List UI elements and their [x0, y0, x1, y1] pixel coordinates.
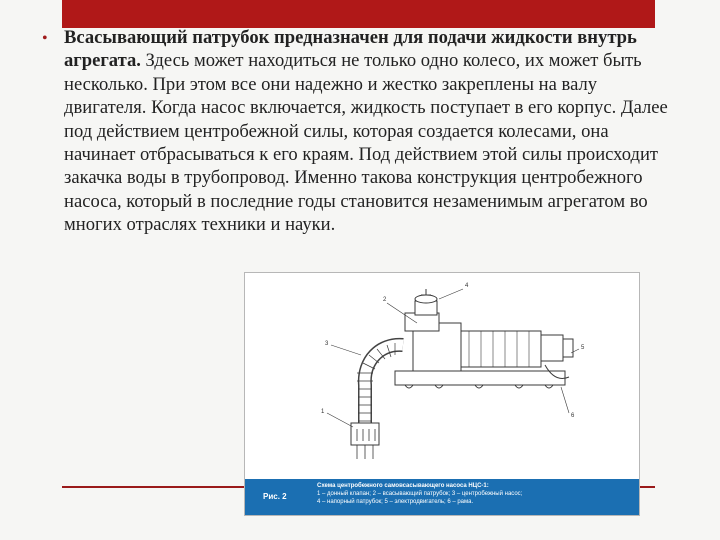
figure-number: Рис. 2	[263, 492, 287, 501]
bullet-marker: •	[42, 30, 48, 47]
callout-2: 2	[383, 297, 387, 303]
body-paragraph	[64, 26, 684, 237]
caption-line-1: 1 – донный клапан; 2 – всасывающий патрубок; 3 – центробежный насос;	[317, 491, 523, 497]
figure-caption	[317, 482, 637, 506]
callout-5: 5	[581, 345, 585, 351]
caption-title: Схема центробежного самовсасывающего насоса НЦС-1:	[317, 483, 489, 489]
divider-right	[640, 486, 655, 488]
pump-diagram-figure	[244, 272, 640, 516]
callout-3: 3	[325, 341, 329, 347]
caption-line-2: 4 – напорный патрубок; 5 – электродвигатель; 6 – рама.	[317, 499, 474, 505]
frame	[395, 371, 565, 385]
callout-1: 1	[321, 409, 325, 415]
figure-caption-bar	[245, 479, 639, 515]
callout-6: 6	[571, 413, 575, 419]
divider-left	[62, 486, 244, 488]
callout-4: 4	[465, 283, 469, 289]
pump-schematic	[245, 273, 639, 479]
title-bar	[62, 0, 655, 28]
paragraph-body-text: Здесь может находиться не только одно колесо, их может быть несколько. При этом все они надежно и жестко закреплены на валу двигателя. Когда насос включается, жидкость поступает в его корпус. Далее под действием центробежной силы, которая создается колесами, она начинает отбрасываться к его краям. Под действием этой силы происходит закачка воды в трубопровод. Именно такова конструкция центробежного насоса, который в последние годы становится незаменимым агрегатом во многих отраслях техники и науки.	[64, 50, 668, 236]
paragraph-lead-bold: Всасывающий патрубок предназначен для подачи жидкости внутрь агрегата.	[64, 27, 637, 72]
